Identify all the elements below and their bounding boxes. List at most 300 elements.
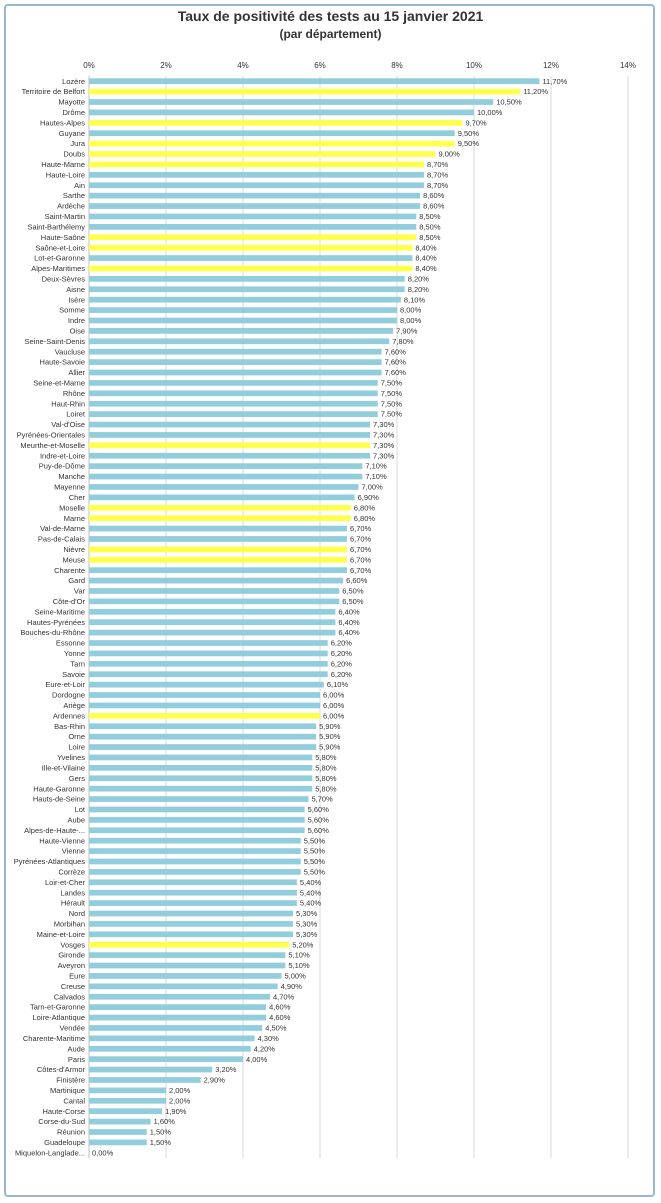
- bar: [89, 328, 393, 334]
- bar: [89, 692, 320, 698]
- category-label: Haute-Loire: [45, 170, 85, 180]
- category-label: Val-de-Marne: [40, 524, 85, 534]
- bar: [89, 338, 389, 344]
- bar: [89, 567, 347, 573]
- data-label: 7,50%: [380, 388, 403, 398]
- data-label: 4,70%: [272, 992, 295, 1002]
- bar: [89, 359, 382, 365]
- data-label: 8,50%: [419, 212, 441, 222]
- data-label: 7,30%: [373, 420, 395, 430]
- data-label: 9,00%: [438, 149, 460, 159]
- bar: [89, 536, 347, 542]
- bar: [89, 453, 370, 459]
- data-label: 4,90%: [280, 981, 302, 991]
- bar: [89, 120, 462, 126]
- data-label: 1,90%: [165, 1106, 187, 1116]
- bar: [89, 723, 316, 729]
- bar: [89, 255, 412, 261]
- data-label: 10,50%: [496, 97, 522, 107]
- data-label: 5,50%: [303, 836, 326, 846]
- category-label: Manche: [58, 472, 85, 482]
- category-label: Paris: [67, 1054, 85, 1064]
- category-label: Lot: [74, 805, 85, 815]
- bar: [89, 661, 328, 667]
- bar: [89, 911, 293, 917]
- bar: [89, 744, 316, 750]
- category-label: Aude: [67, 1044, 85, 1054]
- category-label: Gard: [68, 576, 85, 586]
- category-label: Haute-Savoie: [39, 357, 85, 367]
- bar: [89, 599, 339, 605]
- category-label: Essonne: [55, 638, 85, 648]
- category-label: Saint-Barthélemy: [27, 222, 85, 232]
- category-label: Eure-et-Loir: [45, 680, 85, 690]
- x-tick-label: 12%: [542, 61, 560, 70]
- category-label: Seine-Maritime: [34, 607, 85, 617]
- data-label: 7,00%: [361, 482, 383, 492]
- data-label: 6,20%: [330, 638, 352, 648]
- x-tick-label: 14%: [619, 61, 637, 70]
- category-label: Mayotte: [58, 97, 85, 107]
- data-label: 8,00%: [400, 305, 422, 315]
- data-label: 7,60%: [384, 357, 406, 367]
- category-label: Gers: [68, 773, 85, 783]
- category-label: Var: [73, 586, 85, 596]
- x-tick-label: 0%: [83, 61, 95, 70]
- bar: [89, 1004, 266, 1010]
- category-label: Corrèze: [58, 867, 85, 877]
- bar: [89, 224, 416, 230]
- data-label: 6,10%: [326, 680, 349, 690]
- data-label: 6,20%: [330, 669, 352, 679]
- data-label: 6,70%: [349, 544, 372, 554]
- category-label: Dordogne: [52, 690, 85, 700]
- data-label: 8,10%: [403, 295, 426, 305]
- category-label: Finistère: [56, 1075, 85, 1085]
- category-label: Haute-Garonne: [33, 784, 85, 794]
- category-label: Haut-Rhin: [51, 399, 85, 409]
- data-label: 0,00%: [92, 1148, 114, 1158]
- data-label: 6,70%: [349, 524, 372, 534]
- bar: [89, 755, 312, 761]
- category-label: Saône-et-Loire: [35, 243, 85, 253]
- category-label: Vaucluse: [54, 347, 85, 357]
- category-label: Vendée: [59, 1023, 85, 1033]
- data-label: 5,90%: [319, 742, 341, 752]
- data-label: 5,30%: [296, 929, 318, 939]
- category-label: Côtes-d'Armor: [36, 1065, 85, 1075]
- bar: [89, 1046, 251, 1052]
- data-label: 5,80%: [315, 773, 337, 783]
- category-label: Bas-Rhin: [54, 721, 85, 731]
- category-label: Landes: [60, 888, 85, 898]
- category-label: Oise: [69, 326, 85, 336]
- data-label: 5,80%: [315, 784, 337, 794]
- category-label: Orne: [68, 732, 85, 742]
- category-label: Aube: [67, 815, 85, 825]
- data-label: 8,60%: [423, 201, 445, 211]
- bar: [89, 703, 320, 709]
- data-label: 11,20%: [523, 87, 549, 97]
- bar: [89, 463, 362, 469]
- bar: [89, 1108, 162, 1114]
- bar: [89, 276, 405, 282]
- bar: [89, 89, 520, 95]
- category-label: Réunion: [57, 1127, 85, 1137]
- data-label: 5,40%: [299, 898, 322, 908]
- bar: [89, 141, 455, 147]
- data-label: 8,20%: [407, 284, 429, 294]
- data-label: 6,70%: [349, 555, 372, 565]
- data-label: 6,40%: [338, 617, 360, 627]
- bar: [89, 515, 351, 521]
- data-label: 6,60%: [346, 576, 368, 586]
- data-label: 8,40%: [415, 243, 437, 253]
- bar: [89, 713, 320, 719]
- data-label: 8,00%: [400, 316, 422, 326]
- data-label: 5,10%: [288, 950, 310, 960]
- bar: [89, 900, 297, 906]
- data-label: 7,30%: [373, 430, 395, 440]
- category-label: Saint-Martin: [44, 212, 85, 222]
- category-label: Haute-Marne: [41, 160, 85, 170]
- bar: [89, 1088, 166, 1094]
- bar: [89, 1098, 166, 1104]
- category-label: Maine-et-Loire: [36, 929, 85, 939]
- x-tick-label: 6%: [314, 61, 326, 70]
- bar: [89, 380, 378, 386]
- bar: [89, 1056, 243, 1062]
- category-label: Nord: [68, 909, 85, 919]
- bar: [89, 390, 378, 396]
- bar: [89, 1015, 266, 1021]
- data-label: 5,60%: [307, 825, 329, 835]
- category-label: Creuse: [60, 981, 85, 991]
- bar: [89, 879, 297, 885]
- category-label: Miquelon-Langlade...: [14, 1148, 85, 1158]
- category-label: Alpes-de-Haute-...: [24, 825, 85, 835]
- category-label: Aisne: [66, 284, 85, 294]
- category-label: Puy-de-Dôme: [38, 461, 85, 471]
- bar: [89, 130, 455, 136]
- data-label: 6,50%: [342, 586, 364, 596]
- category-label: Territoire de Belfort: [21, 87, 85, 97]
- data-label: 6,00%: [323, 701, 345, 711]
- data-label: 1,50%: [149, 1137, 172, 1147]
- bar: [89, 203, 420, 209]
- category-label: Marne: [63, 513, 85, 523]
- data-label: 8,40%: [415, 264, 437, 274]
- data-label: 7,60%: [384, 368, 406, 378]
- data-label: 10,00%: [477, 108, 503, 118]
- bar: [89, 547, 347, 553]
- data-label: 6,40%: [338, 607, 360, 617]
- bar: [89, 110, 474, 116]
- category-label: Cantal: [63, 1096, 85, 1106]
- bar: [89, 983, 278, 989]
- bar: [89, 78, 539, 84]
- data-label: 8,70%: [426, 170, 449, 180]
- category-label: Savoie: [62, 669, 85, 679]
- bar: [89, 214, 416, 220]
- data-label: 6,70%: [349, 565, 372, 575]
- data-label: 7,10%: [365, 472, 387, 482]
- bar: [89, 1140, 147, 1146]
- data-label: 6,20%: [330, 649, 352, 659]
- bar: [89, 869, 301, 875]
- data-label: 7,30%: [373, 451, 395, 461]
- data-label: 8,70%: [426, 160, 449, 170]
- category-label: Seine-et-Marne: [33, 378, 85, 388]
- data-label: 5,30%: [296, 919, 318, 929]
- bar: [89, 1129, 147, 1135]
- category-label: Charente: [54, 565, 85, 575]
- bar: [89, 786, 312, 792]
- data-label: 4,00%: [246, 1054, 268, 1064]
- data-label: 5,80%: [315, 753, 337, 763]
- data-label: 5,10%: [288, 961, 310, 971]
- category-label: Yonne: [64, 649, 85, 659]
- bar: [89, 588, 339, 594]
- data-label: 4,50%: [265, 1023, 287, 1033]
- bar: [89, 848, 301, 854]
- category-label: Indre-et-Loire: [39, 451, 85, 461]
- data-label: 5,50%: [303, 867, 326, 877]
- bar: [89, 526, 347, 532]
- x-tick-label: 4%: [237, 61, 249, 70]
- data-label: 4,20%: [253, 1044, 275, 1054]
- category-label: Ardennes: [52, 711, 85, 721]
- bar: [89, 1025, 262, 1031]
- category-label: Martinique: [49, 1085, 85, 1095]
- category-label: Lozère: [62, 76, 85, 86]
- bar: [89, 682, 324, 688]
- bar: [89, 890, 297, 896]
- bar: [89, 1077, 201, 1083]
- bar: [89, 318, 397, 324]
- category-label: Charente-Maritime: [22, 1033, 85, 1043]
- bar: [89, 630, 335, 636]
- data-label: 2,90%: [203, 1075, 225, 1085]
- data-label: 9,50%: [457, 139, 480, 149]
- data-label: 7,90%: [396, 326, 418, 336]
- bar: [89, 994, 270, 1000]
- data-label: 7,80%: [392, 336, 414, 346]
- category-label: Côte-d'Or: [52, 596, 85, 606]
- category-label: Hauts-de-Seine: [32, 794, 85, 804]
- data-label: 7,60%: [384, 347, 406, 357]
- data-label: 8,20%: [407, 274, 429, 284]
- category-label: Bouches-du-Rhône: [20, 628, 85, 638]
- bar: [89, 1067, 212, 1073]
- chart-title: Taux de positivité des tests au 15 janvier 2021: [177, 8, 484, 24]
- bar: [89, 952, 285, 958]
- bar: [89, 172, 424, 178]
- bar: [89, 817, 305, 823]
- bar: [89, 859, 301, 865]
- bar: [89, 651, 328, 657]
- category-label: Ain: [74, 180, 85, 190]
- category-label: Corse-du-Sud: [38, 1117, 85, 1127]
- data-label: 11,70%: [542, 76, 568, 86]
- bar: [89, 619, 335, 625]
- bar: [89, 182, 424, 188]
- category-label: Meurthe-et-Moselle: [20, 440, 85, 450]
- category-label: Ille-et-Vilaine: [41, 763, 85, 773]
- data-label: 7,10%: [365, 461, 387, 471]
- category-label: Haute-Vienne: [39, 836, 85, 846]
- bar: [89, 432, 370, 438]
- data-label: 5,30%: [296, 909, 318, 919]
- category-label: Eure: [69, 971, 85, 981]
- bar: [89, 266, 412, 272]
- data-label: 5,40%: [299, 877, 322, 887]
- category-label: Doubs: [63, 149, 85, 159]
- category-label: Deux-Sèvres: [41, 274, 85, 284]
- bar: [89, 931, 293, 937]
- bar: [89, 973, 282, 979]
- data-label: 5,90%: [319, 721, 341, 731]
- data-label: 4,30%: [257, 1033, 279, 1043]
- data-label: 5,60%: [307, 805, 329, 815]
- bar: [89, 827, 305, 833]
- data-label: 8,50%: [419, 222, 441, 232]
- category-label: Ardèche: [57, 201, 85, 211]
- bar: [89, 671, 328, 677]
- bar: [89, 1035, 255, 1041]
- category-label: Somme: [59, 305, 85, 315]
- category-label: Loire-Atlantique: [32, 1013, 85, 1023]
- data-label: 5,80%: [315, 763, 337, 773]
- category-label: Loire: [68, 742, 85, 752]
- data-label: 9,70%: [465, 118, 487, 128]
- data-label: 6,50%: [342, 596, 364, 606]
- category-label: Seine-Saint-Denis: [24, 336, 85, 346]
- x-tick-label: 8%: [391, 61, 403, 70]
- bar: [89, 942, 289, 948]
- data-label: 6,40%: [338, 628, 360, 638]
- bar: [89, 297, 401, 303]
- bar: [89, 411, 378, 417]
- category-label: Jura: [70, 139, 85, 149]
- bar: [89, 349, 382, 355]
- data-label: 8,70%: [426, 180, 449, 190]
- category-label: Loir-et-Cher: [44, 877, 85, 887]
- bar: [89, 286, 405, 292]
- data-label: 3,20%: [215, 1065, 237, 1075]
- bar: [89, 494, 355, 500]
- data-label: 6,00%: [323, 711, 345, 721]
- bar: [89, 1119, 151, 1125]
- data-label: 6,80%: [353, 503, 376, 513]
- category-label: Haute-Corse: [42, 1106, 85, 1116]
- data-label: 9,50%: [457, 128, 480, 138]
- bar: [89, 234, 416, 240]
- bar: [89, 838, 301, 844]
- category-label: Cher: [68, 492, 85, 502]
- bar: [89, 609, 335, 615]
- category-label: Isère: [68, 295, 85, 305]
- category-label: Hérault: [60, 898, 85, 908]
- category-label: Vosges: [60, 940, 85, 950]
- data-label: 6,00%: [323, 690, 345, 700]
- bar: [89, 796, 308, 802]
- bar: [89, 401, 378, 407]
- bar: [89, 422, 370, 428]
- category-label: Hautes-Pyrénées: [27, 617, 85, 627]
- category-label: Pyrénées-Atlantiques: [13, 857, 85, 867]
- category-label: Morbihan: [53, 919, 85, 929]
- data-label: 5,20%: [292, 940, 314, 950]
- category-label: Mayenne: [54, 482, 85, 492]
- category-label: Guyane: [58, 128, 85, 138]
- bar: [89, 734, 316, 740]
- x-tick-label: 2%: [160, 61, 172, 70]
- bar: [89, 193, 420, 199]
- category-label: Indre: [67, 316, 85, 326]
- data-label: 5,40%: [299, 888, 322, 898]
- data-label: 5,50%: [303, 857, 326, 867]
- category-label: Haute-Saône: [40, 232, 85, 242]
- bar: [89, 307, 397, 313]
- data-label: 2,00%: [169, 1096, 191, 1106]
- chart-subtitle: (par département): [279, 27, 382, 41]
- category-label: Val-d'Oise: [51, 420, 85, 430]
- data-label: 7,50%: [380, 378, 403, 388]
- category-label: Alpes-Maritimes: [31, 264, 85, 274]
- category-label: Pas-de-Calais: [37, 534, 85, 544]
- data-label: 1,50%: [149, 1127, 172, 1137]
- bar: [89, 99, 493, 105]
- data-label: 8,60%: [423, 191, 445, 201]
- bar: [89, 151, 436, 157]
- category-label: Sarthe: [62, 191, 85, 201]
- data-label: 8,50%: [419, 232, 441, 242]
- category-label: Aveyron: [57, 961, 85, 971]
- data-label: 5,60%: [307, 815, 329, 825]
- bar: [89, 442, 370, 448]
- data-label: 6,90%: [357, 492, 379, 502]
- bar: [89, 370, 382, 376]
- bar: [89, 505, 351, 511]
- data-label: 5,90%: [319, 732, 341, 742]
- data-label: 6,80%: [353, 513, 376, 523]
- category-label: Ariège: [63, 701, 85, 711]
- data-label: 6,70%: [349, 534, 372, 544]
- data-label: 1,60%: [153, 1117, 175, 1127]
- data-label: 7,50%: [380, 409, 403, 419]
- bar: [89, 557, 347, 563]
- bar: [89, 807, 305, 813]
- category-label: Allier: [68, 368, 85, 378]
- data-label: 2,00%: [169, 1085, 191, 1095]
- bar: [89, 245, 412, 251]
- category-label: Moselle: [59, 503, 85, 513]
- category-label: Lot-et-Garonne: [34, 253, 85, 263]
- bar: [89, 765, 312, 771]
- bar: [89, 921, 293, 927]
- bar: [89, 484, 359, 490]
- data-label: 8,40%: [415, 253, 437, 263]
- category-label: Guadeloupe: [44, 1137, 85, 1147]
- category-label: Drôme: [62, 108, 85, 118]
- category-label: Gironde: [58, 950, 85, 960]
- category-label: Loiret: [66, 409, 85, 419]
- data-label: 5,50%: [303, 846, 326, 856]
- category-label: Tarn: [70, 659, 85, 669]
- data-label: 5,00%: [284, 971, 306, 981]
- bar: [89, 775, 312, 781]
